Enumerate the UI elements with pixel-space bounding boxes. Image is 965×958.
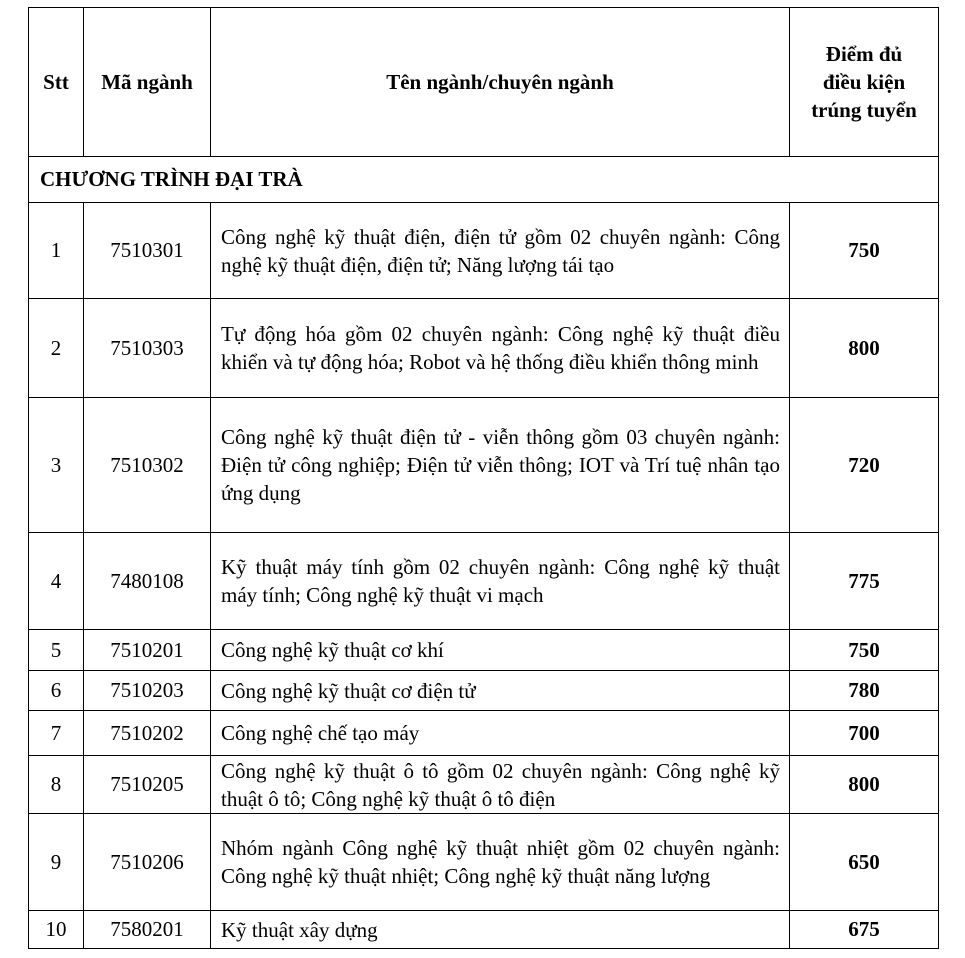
admission-score-table	[28, 7, 939, 949]
row-stt: 8	[29, 756, 84, 814]
row-stt: 6	[29, 671, 84, 711]
table-row	[29, 814, 939, 911]
row-name	[211, 711, 790, 756]
row-name-text: Công nghệ kỹ thuật điện, điện tử gồm 02 chuyên ngành: Công nghệ kỹ thuật điện, điện tử; Năng lượng tái tạo	[221, 224, 780, 277]
row-name-text: Công nghệ kỹ thuật cơ điện tử	[221, 678, 476, 703]
row-name	[211, 299, 790, 398]
row-name	[211, 756, 790, 814]
row-code: 7510202	[84, 711, 211, 756]
row-stt: 1	[29, 203, 84, 299]
row-score: 650	[790, 814, 939, 911]
table-row	[29, 533, 939, 630]
row-name	[211, 671, 790, 711]
row-name-text: Công nghệ kỹ thuật ô tô gồm 02 chuyên ngành: Công nghệ kỹ thuật ô tô; Công nghệ kỹ thuật ô tô điện	[221, 758, 780, 811]
row-stt: 10	[29, 911, 84, 949]
row-code: 7510303	[84, 299, 211, 398]
row-name	[211, 533, 790, 630]
row-name-text: Công nghệ kỹ thuật điện tử - viễn thông gồm 03 chuyên ngành: Điện tử công nghiệp; Điện tử viễn thông; IOT và Trí tuệ nhân tạo ứng dụng	[221, 425, 780, 505]
header-score-line2: điều kiện	[822, 70, 906, 94]
row-code: 7580201	[84, 911, 211, 949]
row-name-text: Nhóm ngành Công nghệ kỹ thuật nhiệt gồm 02 chuyên ngành: Công nghệ kỹ thuật nhiệt; Công nghệ kỹ thuật năng lượng	[221, 836, 780, 888]
row-score: 800	[790, 299, 939, 398]
row-name	[211, 814, 790, 911]
row-code: 7510201	[84, 630, 211, 671]
table-row	[29, 630, 939, 671]
row-stt: 3	[29, 398, 84, 533]
row-stt: 5	[29, 630, 84, 671]
row-stt: 4	[29, 533, 84, 630]
table-row	[29, 711, 939, 756]
row-name	[211, 911, 790, 949]
table-row	[29, 756, 939, 814]
row-name	[211, 203, 790, 299]
table-row	[29, 203, 939, 299]
section-title: CHƯƠNG TRÌNH ĐẠI TRÀ	[29, 157, 939, 203]
row-code: 7510205	[84, 756, 211, 814]
table-header-row	[29, 8, 939, 157]
row-name-text: Công nghệ kỹ thuật cơ khí	[221, 638, 444, 662]
row-code: 7510206	[84, 814, 211, 911]
row-code: 7510203	[84, 671, 211, 711]
row-name-text: Kỹ thuật máy tính gồm 02 chuyên ngành: Công nghệ kỹ thuật máy tính; Công nghệ kỹ thuật vi mạch	[221, 555, 780, 607]
row-score: 720	[790, 398, 939, 533]
row-name	[211, 398, 790, 533]
table-row	[29, 299, 939, 398]
header-stt: Stt	[29, 8, 84, 157]
row-score: 775	[790, 533, 939, 630]
header-score-line3: trúng tuyển	[811, 98, 917, 122]
table-row	[29, 398, 939, 533]
row-stt: 9	[29, 814, 84, 911]
row-name-text: Công nghệ chế tạo máy	[221, 721, 420, 745]
row-name	[211, 630, 790, 671]
table-row	[29, 911, 939, 949]
section-row	[29, 157, 939, 203]
header-score	[790, 8, 939, 157]
row-code: 7510302	[84, 398, 211, 533]
row-score: 700	[790, 711, 939, 756]
row-name-text: Kỹ thuật xây dựng	[221, 917, 378, 942]
header-score-line1: Điểm đủ	[825, 42, 903, 66]
row-name-text: Tự động hóa gồm 02 chuyên ngành: Công nghệ kỹ thuật điều khiển và tự động hóa; Robot và hệ thống điều khiển thông minh	[221, 322, 780, 374]
row-score: 800	[790, 756, 939, 814]
row-score: 675	[790, 911, 939, 949]
row-stt: 2	[29, 299, 84, 398]
table-row	[29, 671, 939, 711]
header-name: Tên ngành/chuyên ngành	[211, 8, 790, 157]
row-code: 7510301	[84, 203, 211, 299]
row-code: 7480108	[84, 533, 211, 630]
header-code: Mã ngành	[84, 8, 211, 157]
row-score: 750	[790, 203, 939, 299]
row-score: 750	[790, 630, 939, 671]
row-stt: 7	[29, 711, 84, 756]
row-score: 780	[790, 671, 939, 711]
